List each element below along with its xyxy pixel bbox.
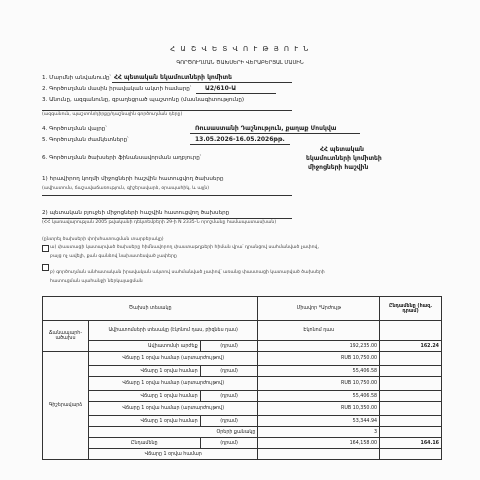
field-6-value-line-3: միջոցների հաշվին bbox=[308, 164, 369, 171]
row-desc: Վճարը 1 օրվա համար bbox=[88, 366, 200, 377]
row-total bbox=[380, 416, 442, 427]
row-total bbox=[380, 427, 442, 438]
field-5-underline bbox=[190, 144, 290, 145]
field-4-value: Ռուսաստանի Դաշնություն, քաղաք Մոսկվա bbox=[195, 125, 337, 132]
field-3-label: 3. Անունը, ազգանունը, զբաղեցրած պաշտոնը (մասնագիտությունը) bbox=[42, 97, 245, 103]
expense-option-2-underline bbox=[42, 218, 292, 219]
field-4-underline bbox=[190, 133, 360, 134]
header-expense-type: Ծախսի տեսակը bbox=[43, 297, 258, 321]
row-desc: Օրերի քանակը bbox=[88, 427, 258, 438]
row-total bbox=[380, 352, 442, 366]
field-5-label: 5. Գործուղման ժամկետները՝ bbox=[42, 137, 129, 143]
row-desc: Վճարը 1 օրվա համար bbox=[88, 391, 200, 402]
table-header-row bbox=[43, 297, 442, 321]
table-row bbox=[43, 377, 442, 391]
document-subtitle: ԳՈՐԾՈՒՂՄԱՆ ԾԱԽՍԵՐԻ ՎԵՐԱԲԵՐՅԱԼ ՄԱՍԻՆ bbox=[176, 60, 304, 66]
row-desc: Վճարը 1 օրվա համար (արտարժույթով) bbox=[88, 352, 258, 366]
row-total: 162.24 bbox=[380, 341, 442, 352]
field-3-note: (ազգանուն, պաշտոն/դիրքը/դաշնային գործուղման դերը) bbox=[42, 112, 183, 117]
choice-a-text-continued: բայց ոչ ավելի, քան գանձով նախատեսված չափերը bbox=[50, 254, 177, 259]
row-unit: (դրամ) bbox=[200, 366, 258, 377]
row-amount: RUB 10,350.00 bbox=[258, 402, 380, 416]
row-desc: Վճարը 1 օրվա համար (արտարժույթով) bbox=[88, 402, 258, 416]
expense-option-1-underline bbox=[42, 195, 292, 196]
field-3-underline bbox=[42, 110, 292, 111]
field-6-value-line-2: եկամուտների կոմիտեի bbox=[306, 155, 382, 162]
table-row bbox=[43, 402, 442, 416]
row-total bbox=[380, 377, 442, 391]
group-accommodation: Գիշերավարձ bbox=[43, 352, 89, 460]
table-row bbox=[43, 438, 442, 449]
row-amount bbox=[258, 449, 380, 460]
header-total: Ընդամենը (հազ. դրամ) bbox=[380, 297, 442, 321]
table-row bbox=[43, 341, 442, 352]
row-amount: 164,158.00 bbox=[258, 438, 380, 449]
row-desc: Վճարը 1 օրվա համար (արտարժույթով) bbox=[88, 377, 258, 391]
row-amount: RUB 10,750.00 bbox=[258, 352, 380, 366]
row-unit: (դրամ) bbox=[200, 438, 258, 449]
field-1-value: ՀՀ պետական եկամուտների կոմիտե bbox=[114, 74, 232, 81]
expense-option-2-note: (ՀՀ կառավարության 2005 թվականի դեկտեմբերի 29-ի N 2335-Ն որոշմանը համապատասխան) bbox=[42, 220, 277, 225]
document-title: Հ Ա Շ Վ Ե Տ Վ Ո Ւ Թ Յ Ո Ւ Ն bbox=[170, 45, 310, 53]
field-4-label: 4. Գործուղման վայրը՝ bbox=[42, 126, 107, 132]
expense-table bbox=[42, 296, 442, 460]
row-unit: (դրամ) bbox=[200, 341, 258, 352]
choice-b-text-continued: հատուցման պահանջի ներկայացման bbox=[50, 279, 143, 284]
field-6-label: 6. Գործուղման ծախսերի ֆինանսավորման աղբյուրը՝ bbox=[42, 155, 202, 161]
row-desc: Ավիատոմսի արժեք bbox=[88, 341, 200, 352]
table-row bbox=[43, 321, 442, 341]
group-travel-expense: Ճանապարհ- ածախս bbox=[43, 321, 89, 352]
choice-a-checkbox[interactable] bbox=[42, 245, 49, 252]
row-desc: Ընդամենը bbox=[88, 438, 200, 449]
choice-b-text: բ) գործուղման անհատական իրավական ակտով սահմանված չափով՝ առանց փաստացի կատարված ծախսերի bbox=[50, 270, 325, 275]
row-total: 164.16 bbox=[380, 438, 442, 449]
table-row bbox=[43, 416, 442, 427]
row-desc: Վճարը 1 օրվա համար bbox=[88, 449, 258, 460]
row-amount: RUB 10,750.00 bbox=[258, 377, 380, 391]
field-5-value: 13.05.2026-16.05.2026թթ. bbox=[195, 136, 285, 143]
row-amount: 55,406.58 bbox=[258, 366, 380, 377]
row-unit: (դրամ) bbox=[200, 416, 258, 427]
row-total bbox=[380, 366, 442, 377]
table-row bbox=[43, 427, 442, 438]
field-1-underline bbox=[112, 82, 292, 83]
row-amount: 192,235.00 bbox=[258, 341, 380, 352]
row-total bbox=[380, 402, 442, 416]
expense-option-1: 1) հրավիրող կողմի միջոցների հաշվին հատուցվող ծախսերը bbox=[42, 176, 224, 182]
field-2-value: Ա2/610-Ա bbox=[205, 85, 237, 92]
row-unit: Էկոնոմ դաս bbox=[258, 321, 380, 341]
header-unit-currency: Միավոր *Արժույթ bbox=[258, 297, 380, 321]
expense-option-2: 2) պետական բյուջեի միջոցների հաշվին հատուցվող ծախսերը bbox=[42, 210, 230, 216]
expense-option-1-note: (ավիատոմս, ճաշավաճառություն, գիշերավարձ, օրապահիկ, և այլն) bbox=[42, 186, 210, 191]
table-row bbox=[43, 391, 442, 402]
row-amount: 55,406.58 bbox=[258, 391, 380, 402]
row-desc: Ավիատոմսերի տեսակը (էկոնոմ դաս, բիզնես դաս) bbox=[88, 321, 258, 341]
compensation-choice-label: (ընտրել ծախսերի փոխհատուցման տարբերակը) bbox=[42, 237, 164, 242]
row-total bbox=[380, 449, 442, 460]
table-row bbox=[43, 449, 442, 460]
table-row bbox=[43, 366, 442, 377]
row-amount: 3 bbox=[258, 427, 380, 438]
row-desc: Վճարը 1 օրվա համար bbox=[88, 416, 200, 427]
choice-a-text: ա) փաստացի կատարված ծախսերը հիմնավորող փաստաթղթերի հիման վրա՝ դրանցով սահմանված չափով, bbox=[50, 245, 319, 250]
field-2-label: 2. Գործուղման մասին իրավական ակտի համարը՝ bbox=[42, 86, 192, 92]
row-total bbox=[380, 321, 442, 341]
row-unit: (դրամ) bbox=[200, 391, 258, 402]
row-amount: 53,344.94 bbox=[258, 416, 380, 427]
field-6-value-line-1: ՀՀ պետական bbox=[320, 146, 364, 153]
choice-b-checkbox[interactable] bbox=[42, 264, 49, 271]
field-2-underline bbox=[196, 93, 276, 94]
field-1-label: 1. Մարմնի անվանումը՝ bbox=[42, 75, 111, 81]
row-total bbox=[380, 391, 442, 402]
table-row bbox=[43, 352, 442, 366]
